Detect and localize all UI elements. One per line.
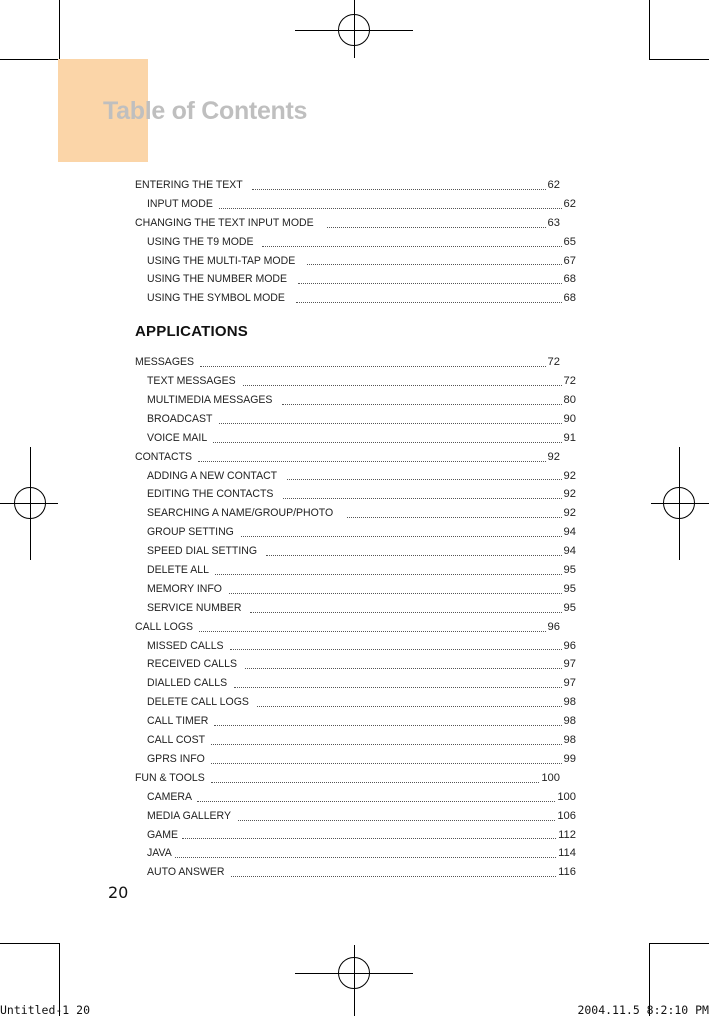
dot-leader — [211, 781, 539, 783]
toc-entry-page: 112 — [558, 828, 576, 841]
dot-leader — [238, 819, 555, 821]
toc-entry[interactable] — [135, 863, 576, 882]
toc-entry-page: 90 — [563, 412, 576, 425]
registration-mark-top — [354, 0, 355, 58]
crop-mark — [59, 0, 60, 60]
dot-leader — [211, 743, 562, 745]
toc-entry-label: MEMORY INFO — [147, 582, 222, 595]
dot-leader — [241, 535, 561, 537]
toc-entry[interactable] — [135, 674, 576, 693]
toc-entry-label: SERVICE NUMBER — [147, 601, 242, 614]
toc-entry-page: 92 — [563, 507, 576, 520]
crop-mark — [0, 59, 60, 60]
toc-entry[interactable] — [135, 561, 576, 580]
dot-leader — [287, 478, 561, 480]
dot-leader — [283, 497, 561, 499]
toc-entry[interactable] — [135, 214, 560, 233]
dot-leader — [298, 282, 562, 284]
registration-mark-right — [679, 447, 680, 560]
dot-leader — [307, 263, 562, 265]
toc-entry-label: AUTO ANSWER — [147, 866, 225, 879]
toc-entry[interactable] — [135, 712, 576, 731]
dot-leader — [252, 188, 546, 190]
toc-entry[interactable] — [135, 844, 576, 863]
toc-entry[interactable] — [135, 523, 576, 542]
toc-entry-label: CALL TIMER — [147, 715, 209, 728]
toc-entry-label: ENTERING THE TEXT — [135, 179, 243, 191]
dot-leader — [199, 630, 546, 632]
toc-entry[interactable] — [135, 270, 576, 289]
registration-mark-left — [0, 503, 58, 504]
dot-leader — [327, 226, 546, 228]
toc-entry-page: 91 — [563, 431, 576, 444]
toc-entry-label: CONTACTS — [135, 450, 193, 463]
toc-entry[interactable] — [135, 372, 576, 391]
toc-entry[interactable] — [135, 233, 576, 252]
toc-entry-label: MEDIA GALLERY — [147, 809, 231, 822]
toc-entry[interactable] — [135, 485, 576, 504]
toc-entry-label: EDITING THE CONTACTS — [147, 488, 274, 501]
toc-entry-label: CALL LOGS — [135, 620, 194, 633]
toc-entry-page: 68 — [563, 292, 576, 305]
toc-entry-page: 72 — [547, 356, 560, 369]
section-heading-applications: APPLICATIONS — [135, 323, 248, 341]
toc-entry-page: 95 — [563, 564, 576, 577]
toc-entry-label: CALL COST — [147, 734, 206, 747]
page-number: 20 — [108, 883, 129, 902]
toc-entry-page: 96 — [547, 620, 560, 633]
toc-entry-label: DELETE ALL — [147, 564, 209, 577]
dot-leader — [282, 403, 561, 405]
toc-entry-label: DIALLED CALLS — [147, 677, 228, 690]
toc-entry-page: 92 — [563, 488, 576, 501]
toc-entry-page: 92 — [547, 450, 560, 463]
dot-leader — [229, 592, 562, 594]
dot-leader — [219, 422, 562, 424]
toc-group-applications — [135, 353, 576, 882]
toc-entry-page: 98 — [563, 715, 576, 728]
crop-mark — [649, 0, 650, 60]
dot-leader — [262, 245, 561, 247]
toc-entry[interactable] — [135, 448, 560, 467]
toc-entry-page: 95 — [563, 582, 576, 595]
toc-entry-page: 97 — [563, 658, 576, 671]
toc-entry-page: 97 — [563, 677, 576, 690]
toc-entry[interactable] — [135, 289, 576, 308]
toc-entry-label: ADDING A NEW CONTACT — [147, 469, 278, 482]
toc-entry[interactable] — [135, 807, 576, 826]
toc-entry[interactable] — [135, 429, 576, 448]
toc-entry[interactable] — [135, 826, 576, 845]
toc-entry[interactable] — [135, 693, 576, 712]
toc-entry-label: JAVA — [147, 847, 172, 860]
toc-entry-page: 114 — [558, 847, 576, 860]
crop-mark — [649, 59, 709, 60]
toc-entry[interactable] — [135, 391, 576, 410]
toc-entry-page: 67 — [563, 254, 576, 267]
toc-entry-label: GROUP SETTING — [147, 526, 234, 539]
dot-leader — [257, 705, 561, 707]
dot-leader — [245, 667, 562, 669]
toc-entry-label: FUN & TOOLS — [135, 771, 205, 784]
toc-entry-label: INPUT MODE — [147, 197, 213, 210]
toc-entry[interactable] — [135, 580, 576, 599]
toc-entry[interactable] — [135, 731, 576, 750]
dot-leader — [266, 554, 561, 556]
print-slug-file: Untitled-1 20 — [0, 1003, 91, 1017]
toc-entry[interactable] — [135, 504, 576, 523]
toc-entry-page: 63 — [547, 216, 560, 229]
toc-entry-label: BROADCAST — [147, 412, 213, 425]
toc-entry[interactable] — [135, 769, 560, 788]
toc-entry-page: 72 — [563, 375, 576, 388]
toc-entry-page: 116 — [558, 866, 576, 879]
toc-entry-label: MISSED CALLS — [147, 639, 224, 652]
toc-entry-page: 94 — [563, 526, 576, 539]
toc-entry[interactable] — [135, 750, 576, 769]
dot-leader — [214, 724, 561, 726]
toc-entry[interactable] — [135, 788, 576, 807]
toc-entry-label: MULTIMEDIA MESSAGES — [147, 394, 273, 407]
toc-entry[interactable] — [135, 195, 576, 214]
toc-entry-label: CHANGING THE TEXT INPUT MODE — [135, 216, 314, 229]
toc-entry-page: 68 — [563, 273, 576, 286]
dot-leader — [231, 875, 556, 877]
toc-entry-page: 62 — [563, 197, 576, 210]
toc-entry-page: 106 — [557, 809, 576, 822]
dot-leader — [197, 800, 555, 802]
toc-entry-label: USING THE MULTI-TAP MODE — [147, 254, 296, 267]
dot-leader — [200, 365, 546, 367]
toc-entry-label: VOICE MAIL — [147, 431, 208, 444]
toc-entry-label: USING THE NUMBER MODE — [147, 273, 288, 286]
dot-leader — [211, 762, 562, 764]
toc-entry-page: 94 — [563, 545, 576, 558]
toc-entry[interactable] — [135, 655, 576, 674]
toc-entry[interactable] — [135, 599, 576, 618]
toc-entry-label: USING THE SYMBOL MODE — [147, 292, 285, 305]
toc-entry-page: 95 — [563, 601, 576, 614]
dot-leader — [230, 648, 561, 650]
toc-entry-page: 100 — [541, 771, 560, 784]
toc-group-text-input — [135, 176, 576, 308]
toc-entry-label: MESSAGES — [135, 356, 195, 369]
crop-mark — [649, 943, 709, 944]
dot-leader — [213, 441, 562, 443]
page-title: Table of Contents — [103, 97, 308, 125]
toc-entry-page: 98 — [563, 734, 576, 747]
toc-entry-page: 96 — [563, 639, 576, 652]
crop-mark — [0, 943, 60, 944]
toc-entry-label: GAME — [147, 828, 178, 841]
dot-leader — [215, 573, 562, 575]
toc-entry[interactable] — [135, 467, 576, 486]
toc-entry-page: 62 — [547, 179, 560, 191]
toc-entry-label: TEXT MESSAGES — [147, 375, 236, 388]
toc-entry[interactable] — [135, 252, 576, 271]
dot-leader — [250, 611, 562, 613]
toc-entry-label: SPEED DIAL SETTING — [147, 545, 258, 558]
dot-leader — [234, 686, 561, 688]
toc-entry[interactable] — [135, 542, 576, 561]
dot-leader — [296, 301, 562, 303]
print-slug-timestamp: 2004.11.5 8:2:10 PM — [577, 1003, 709, 1017]
toc-entry-page: 99 — [563, 752, 576, 765]
toc-entry[interactable] — [135, 353, 560, 372]
toc-entry[interactable] — [135, 410, 576, 429]
toc-entry-label: SEARCHING A NAME/GROUP/PHOTO — [147, 507, 334, 520]
toc-entry-page: 92 — [563, 469, 576, 482]
registration-mark-bottom — [354, 945, 355, 1016]
toc-entry-page: 98 — [563, 696, 576, 709]
toc-entry-label: USING THE T9 MODE — [147, 235, 254, 248]
dot-leader — [347, 516, 561, 518]
toc-entry-page: 100 — [557, 790, 576, 803]
table-of-contents — [135, 176, 576, 882]
toc-entry-label: RECEIVED CALLS — [147, 658, 238, 671]
registration-mark-left — [30, 447, 31, 560]
toc-entry[interactable] — [135, 637, 576, 656]
dot-leader — [243, 384, 561, 386]
dot-leader — [182, 837, 556, 839]
toc-entry-label: GPRS INFO — [147, 752, 205, 765]
toc-entry-label: CAMERA — [147, 790, 193, 803]
toc-entry-page: 65 — [563, 235, 576, 248]
toc-entry[interactable] — [135, 618, 560, 637]
dot-leader — [175, 856, 556, 858]
toc-entry-page: 80 — [563, 394, 576, 407]
dot-leader — [198, 460, 546, 462]
toc-entry[interactable] — [135, 176, 560, 195]
registration-mark-right — [651, 503, 709, 504]
toc-entry-label: DELETE CALL LOGS — [147, 696, 249, 709]
dot-leader — [219, 207, 562, 209]
